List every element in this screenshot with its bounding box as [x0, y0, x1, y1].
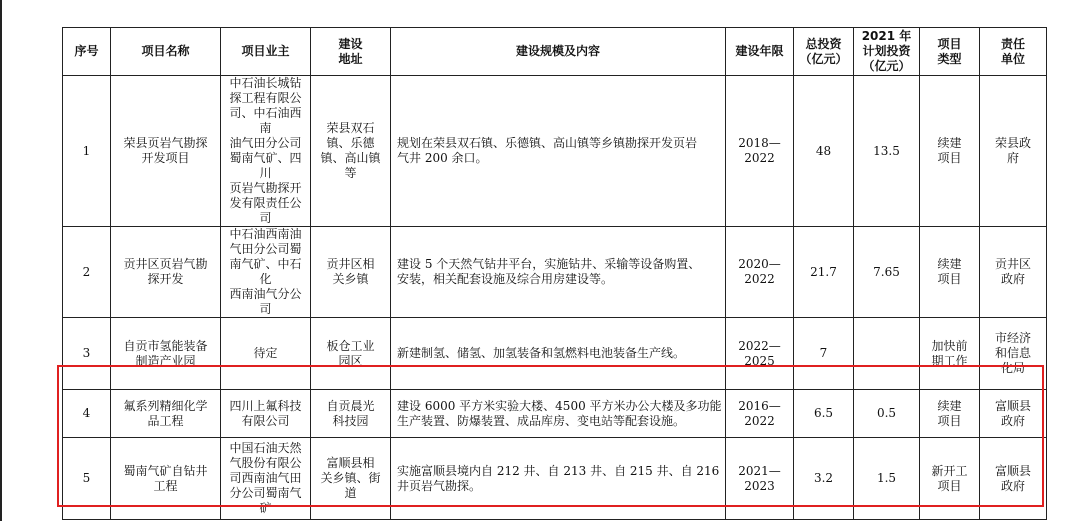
- cell-type: 新开工 项目: [920, 438, 980, 520]
- table-row: [63, 438, 1047, 520]
- cell-type: 续建 项目: [920, 390, 980, 438]
- table-header-row: [63, 28, 1047, 76]
- cell-scale: 新建制氢、储氢、加氢装备和氢燃料电池装备生产线。: [391, 318, 726, 390]
- header-unit: 责任 单位: [980, 28, 1047, 76]
- cell-scale: 实施富顺县境内自 212 井、自 213 井、自 215 井、自 216 井页岩气勘探。: [391, 438, 726, 520]
- header-years: 建设年限: [726, 28, 794, 76]
- cell-plan-2021: [854, 318, 920, 390]
- header-no: 序号: [63, 28, 111, 76]
- cell-years: 2020— 2022: [726, 227, 794, 318]
- cell-scale: 建设 5 个天然气钻井平台，实施钻井、采输等设备购置、 安装，相关配套设施及综合用房建设等。: [391, 227, 726, 318]
- cell-unit: 贡井区 政府: [980, 227, 1047, 318]
- header-location: 建设 地址: [311, 28, 391, 76]
- cell-plan-2021: 1.5: [854, 438, 920, 520]
- cell-location: 自贡晨光 科技园: [311, 390, 391, 438]
- cell-unit: 富顺县 政府: [980, 438, 1047, 520]
- cell-location: 板仓工业 园区: [311, 318, 391, 390]
- header-project-name: 项目名称: [111, 28, 221, 76]
- cell-owner: 中石油西南油 气田分公司蜀 南气矿、中石化 西南油气分公 司: [221, 227, 311, 318]
- header-total: 总投资 （亿元）: [794, 28, 854, 76]
- header-owner: 项目业主: [221, 28, 311, 76]
- cell-years: 2018— 2022: [726, 76, 794, 227]
- cell-location: 富顺县相 关乡镇、街 道: [311, 438, 391, 520]
- cell-total: 21.7: [794, 227, 854, 318]
- cell-years: 2016— 2022: [726, 390, 794, 438]
- cell-location: 贡井区相 关乡镇: [311, 227, 391, 318]
- cell-type: 续建 项目: [920, 76, 980, 227]
- cell-no: 1: [63, 76, 111, 227]
- cell-scale: 规划在荣县双石镇、乐德镇、高山镇等乡镇勘探开发页岩 气井 200 余口。: [391, 76, 726, 227]
- cell-location: 荣县双石 镇、乐德 镇、高山镇 等: [311, 76, 391, 227]
- header-plan-2021: 2021 年 计划投资 （亿元）: [854, 28, 920, 76]
- cell-unit: 荣县政 府: [980, 76, 1047, 227]
- page-left-border: [0, 0, 2, 521]
- cell-owner: 中国石油天然 气股份有限公 司西南油气田 分公司蜀南气 矿: [221, 438, 311, 520]
- cell-project-name: 自贡市氢能装备 制造产业园: [111, 318, 221, 390]
- project-table: [62, 27, 1047, 520]
- table-row: [63, 76, 1047, 227]
- cell-years: 2022— 2025: [726, 318, 794, 390]
- cell-no: 5: [63, 438, 111, 520]
- cell-owner: 中石油长城钻 探工程有限公 司、中石油西南 油气田分公司 蜀南气矿、四川 页岩气勘探开 发有限责任公 司: [221, 76, 311, 227]
- table-row: [63, 390, 1047, 438]
- header-scale: 建设规模及内容: [391, 28, 726, 76]
- cell-project-name: 氟系列精细化学 品工程: [111, 390, 221, 438]
- cell-unit: 富顺县 政府: [980, 390, 1047, 438]
- cell-plan-2021: 0.5: [854, 390, 920, 438]
- cell-owner: 四川上氟科技 有限公司: [221, 390, 311, 438]
- table-row: [63, 318, 1047, 390]
- cell-total: 3.2: [794, 438, 854, 520]
- cell-plan-2021: 13.5: [854, 76, 920, 227]
- header-type: 项目 类型: [920, 28, 980, 76]
- cell-type: 加快前 期工作: [920, 318, 980, 390]
- cell-plan-2021: 7.65: [854, 227, 920, 318]
- cell-owner: 待定: [221, 318, 311, 390]
- cell-project-name: 贡井区页岩气勘 探开发: [111, 227, 221, 318]
- cell-total: 6.5: [794, 390, 854, 438]
- cell-unit: 市经济 和信息 化局: [980, 318, 1047, 390]
- cell-years: 2021— 2023: [726, 438, 794, 520]
- cell-no: 3: [63, 318, 111, 390]
- cell-type: 续建 项目: [920, 227, 980, 318]
- cell-no: 4: [63, 390, 111, 438]
- cell-project-name: 荣县页岩气勘探 开发项目: [111, 76, 221, 227]
- cell-project-name: 蜀南气矿自钻井 工程: [111, 438, 221, 520]
- table-row: [63, 227, 1047, 318]
- cell-total: 7: [794, 318, 854, 390]
- cell-total: 48: [794, 76, 854, 227]
- cell-scale: 建设 6000 平方米实验大楼、4500 平方米办公大楼及多功能 生产装置、防爆装置、成品库房、变电站等配套设施。: [391, 390, 726, 438]
- cell-no: 2: [63, 227, 111, 318]
